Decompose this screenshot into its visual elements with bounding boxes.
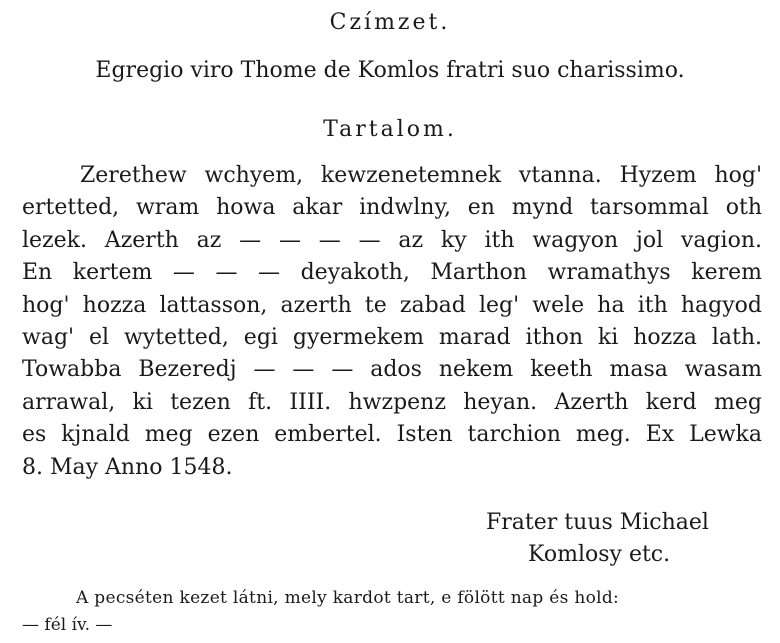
letter-line: hog' hozza lattasson, azerth te zabad leg' wele ha ith hagyod xyxy=(22,292,762,318)
seal-note-line-1: A pecséten kezet látni, mely kardot tart, e fölött nap és hold: xyxy=(76,588,620,608)
content-heading: Tartalom. xyxy=(323,117,457,142)
letter-line: Towabba Bezeredj — — — ados nekem keeth masa wasam xyxy=(22,357,762,383)
letter-line: arrawal, ki tezen ft. IIII. hwzpenz heyan. Azerth kerd meg xyxy=(22,389,762,415)
seal-note-line-2: — fél ív. — xyxy=(22,615,113,635)
letter-body xyxy=(22,160,762,484)
letter-line: En kertem — — — deyakoth, Marthon wramathys kerem xyxy=(22,260,762,286)
letter-line: 8. May Anno 1548. xyxy=(22,454,233,480)
letter-line: wag' el wytetted, egi gyermekem marad ithon ki hozza lath. xyxy=(22,325,762,351)
signature-line-2: Komlosy etc. xyxy=(528,542,671,567)
letter-line: es kjnald meg ezen embertel. Isten tarchion meg. Ex Lewka xyxy=(22,422,762,448)
seal-note xyxy=(22,585,762,639)
address-heading: Czímzet. xyxy=(329,10,451,35)
letter-line: ertetted, wram howa akar indwlny, en mynd tarsommal oth xyxy=(22,195,762,221)
letter-line: lezek. Azerth az — — — — az ky ith wagyon jol vagion. xyxy=(22,227,762,253)
address-text: Egregio viro Thome de Komlos fratri suo charissimo. xyxy=(95,58,685,83)
letter-line: Zerethew wchyem, kewzenetemnek vtanna. Hyzem hog' xyxy=(80,163,762,188)
signature-line-1: Frater tuus Michael xyxy=(486,510,709,535)
